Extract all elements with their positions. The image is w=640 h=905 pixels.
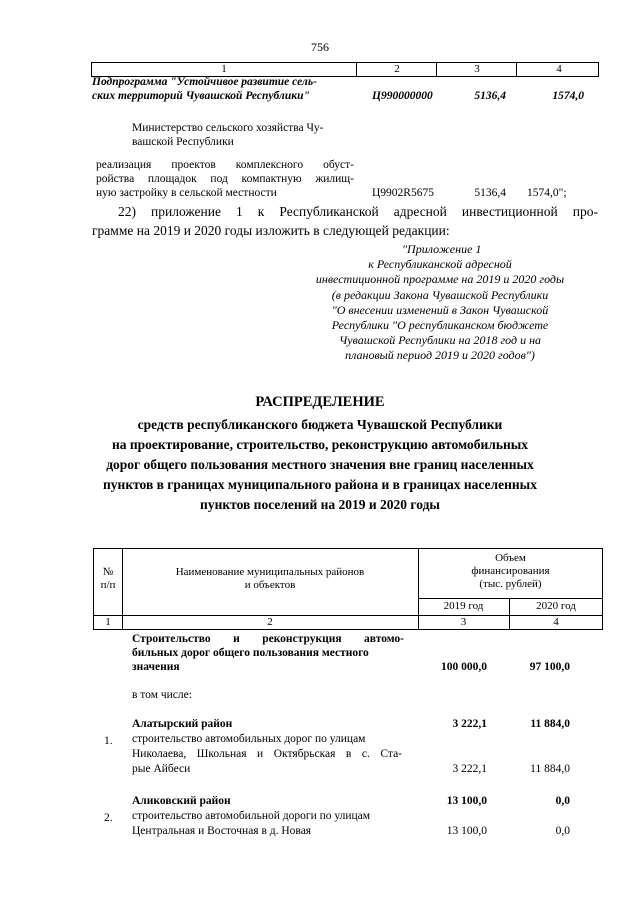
implementation-code: Ц9902R5675 bbox=[372, 187, 434, 199]
ministry-line1: Министерство сельского хозяйства Чу- bbox=[132, 122, 324, 134]
district-alatyr-2020: 11 884,0 bbox=[530, 718, 570, 730]
object-2-value-2019: 13 100,0 bbox=[446, 825, 487, 837]
title-line: средств республиканского бюджета Чувашской Республики bbox=[137, 417, 503, 432]
subprogram-code: Ц990000000 bbox=[372, 90, 433, 102]
title-line: дорог общего пользования местного значения вне границ населенных bbox=[106, 457, 534, 472]
subprogram-value-2019: 5136,4 bbox=[474, 90, 506, 102]
implementation-line1: реализация проектов комплексного обуст- bbox=[96, 159, 354, 171]
annex-line: плановый период 2019 и 2020 годов") bbox=[345, 348, 535, 363]
col-num-line2: п/п bbox=[100, 579, 116, 591]
district-alikovo-2019: 13 100,0 bbox=[446, 795, 487, 807]
total-line2: бильных дорог общего пользования местного bbox=[132, 647, 369, 659]
index-col-2: 2 bbox=[267, 616, 273, 628]
page-number: 756 bbox=[311, 40, 329, 54]
annex-line: Республики "О республиканском бюджете bbox=[331, 318, 549, 333]
implementation-value-2019: 5136,4 bbox=[474, 187, 506, 199]
col-name-line2: и объектов bbox=[244, 579, 296, 591]
district-alikovo: Аликовский район bbox=[132, 795, 231, 807]
amendment-line2: грамме на 2019 и 2020 годы изложить в следующей редакции: bbox=[92, 223, 450, 238]
object-1-line2: Николаева, Школьная и Октябрьская в с. Ста- bbox=[132, 748, 402, 760]
col-name-line1: Наименование муниципальных районов bbox=[175, 566, 365, 578]
object-1-value-2020: 11 884,0 bbox=[530, 763, 570, 775]
annex-header bbox=[290, 242, 590, 364]
total-value-2019: 100 000,0 bbox=[441, 661, 487, 673]
index-col-3: 3 bbox=[460, 616, 467, 628]
annex-line: "Приложение 1 bbox=[402, 242, 482, 256]
total-value-2020: 97 100,0 bbox=[529, 661, 570, 673]
object-2-line1: строительство автомобильной дороги по улицам bbox=[132, 810, 371, 822]
col-num-line1: № bbox=[102, 566, 114, 578]
total-line3: значения bbox=[132, 661, 180, 673]
subprogram-name-line1: Подпрограмма "Устойчивое развитие сель- bbox=[92, 76, 317, 88]
header-col-3: 3 bbox=[436, 63, 517, 76]
subprogram-value-2020: 1574,0 bbox=[552, 90, 584, 102]
col-volume-header bbox=[418, 552, 603, 591]
implementation-line2: ройства площадок под компактную жилищ- bbox=[96, 173, 354, 185]
document-title: РАСПРЕДЕЛЕНИЕ bbox=[255, 394, 385, 410]
col-volume-line3: (тыс. рублей) bbox=[479, 578, 542, 590]
row-number-2: 2. bbox=[104, 812, 113, 824]
amendment-line1: 22) приложение 1 к Республиканской адресной инвестиционной про- bbox=[118, 204, 598, 219]
title-line: на проектирование, строительство, реконструкцию автомобильных bbox=[111, 437, 529, 452]
col-volume-line1: Объем bbox=[495, 552, 526, 564]
total-line1: Строительство и реконструкция автомо- bbox=[132, 633, 404, 645]
annex-line: инвестиционной программе на 2019 и 2020 годы bbox=[315, 272, 565, 287]
col-num-header bbox=[94, 566, 122, 592]
district-alatyr-2019: 3 222,1 bbox=[452, 718, 487, 730]
title-line: пунктов в границах муниципального района и в границах населенных bbox=[103, 477, 537, 492]
col-volume-line2: финансирования bbox=[471, 565, 550, 577]
object-1-line1: строительство автомобильных дорог по улицам bbox=[132, 733, 366, 745]
district-alatyr: Алатырский район bbox=[132, 718, 233, 730]
header-col-1: 1 bbox=[221, 63, 227, 75]
subprogram-name-line2: ских территорий Чувашской Республики" bbox=[92, 90, 310, 102]
annex-line: Чувашской Республики на 2018 год и на bbox=[338, 333, 542, 348]
object-2-line2: Центральная и Восточная в д. Новая bbox=[132, 825, 312, 837]
ministry-line2: вашской Республики bbox=[132, 136, 234, 148]
object-1-value-2019: 3 222,1 bbox=[452, 763, 487, 775]
including-label: в том числе: bbox=[132, 689, 192, 701]
col-2020-header: 2020 год bbox=[536, 600, 576, 612]
object-1-line3: рые Айбеси bbox=[132, 763, 191, 775]
district-alikovo-2020: 0,0 bbox=[555, 795, 570, 807]
annex-line: "О внесении изменений в Закон Чувашской bbox=[331, 302, 549, 317]
main-table-header bbox=[93, 548, 603, 630]
top-table bbox=[91, 62, 599, 77]
row-number-1: 1. bbox=[104, 735, 113, 747]
col-name-header bbox=[122, 566, 418, 592]
annex-line: к Республиканской адресной bbox=[368, 257, 512, 272]
implementation-value-2020: 1574,0"; bbox=[527, 187, 567, 199]
index-col-1: 1 bbox=[105, 616, 111, 628]
header-col-2: 2 bbox=[356, 63, 437, 76]
title-line: пунктов поселений на 2019 и 2020 годы bbox=[200, 497, 440, 512]
object-2-value-2020: 0,0 bbox=[555, 825, 570, 837]
index-col-4: 4 bbox=[553, 616, 559, 628]
header-col-4: 4 bbox=[516, 63, 601, 76]
annex-line: (в редакции Закона Чувашской Республики bbox=[331, 287, 549, 302]
implementation-line3: ную застройку в сельской местности bbox=[96, 187, 277, 199]
top-table-header bbox=[91, 62, 599, 77]
col-2019-header: 2019 год bbox=[443, 600, 484, 612]
